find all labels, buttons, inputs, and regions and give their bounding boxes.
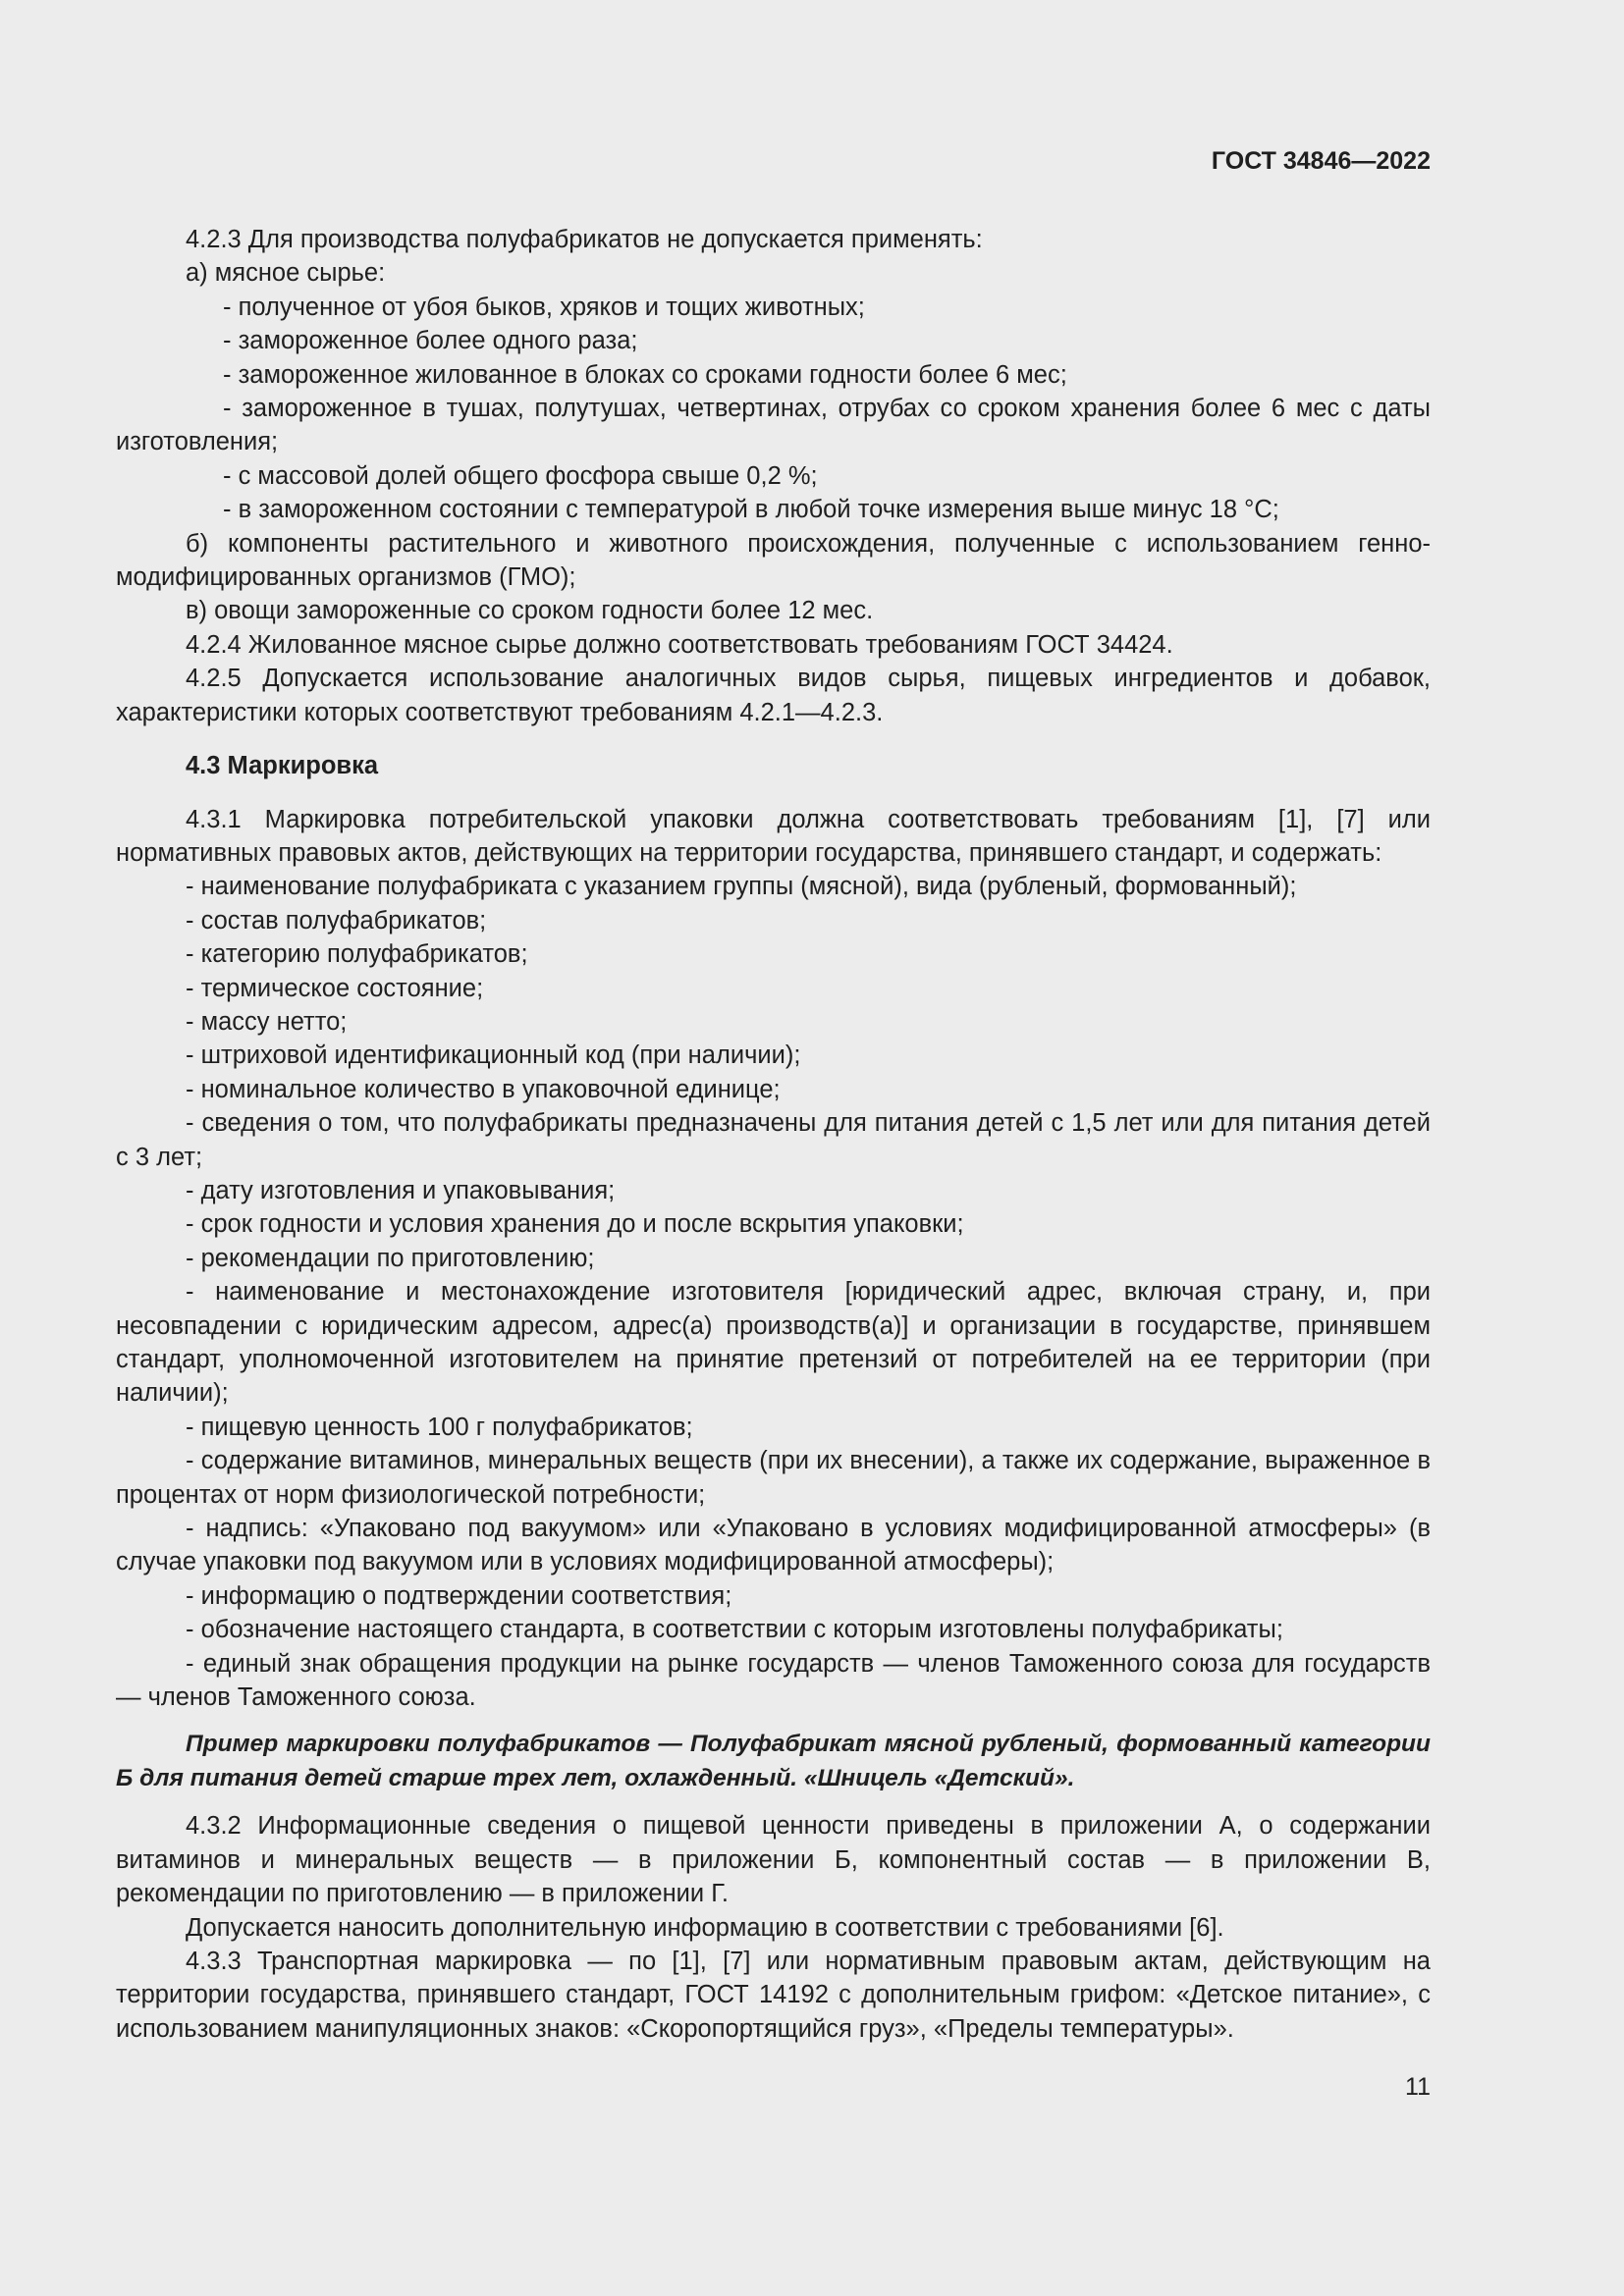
body-paragraph: 4.3.1 Маркировка потребительской упаковки должна соответствовать требованиям [1], [7] или нормативных правовых актов, действующих на территории государства, принявшего стандарт, и содержать: — [116, 805, 1431, 867]
body-paragraph: - рекомендации по приготовлению; — [186, 1244, 595, 1272]
body-paragraph: 4.3.2 Информационные сведения о пищевой ценности приведены в приложении А, о содержании витаминов и минеральных веществ — в приложении Б, компонентный состав — в приложении В, рекомендации по приготовлению — в приложении Г. — [116, 1812, 1431, 1908]
body-paragraph: - массу нетто; — [186, 1007, 348, 1036]
body-paragraph: а) мясное сырье: — [186, 259, 386, 288]
body-paragraph: - в замороженном состоянии с температурой в любой точке измерения выше минус 18 °С; — [223, 496, 1279, 524]
body-paragraph: - состав полуфабрикатов; — [186, 906, 487, 934]
example-note: Пример маркировки полуфабрикатов — Полуфабрикат мясной рубленый, формованный категории Б для питания детей старше трех лет, охлажденный. «Шницель «Детский». — [116, 1731, 1431, 1791]
body-paragraph: - информацию о подтверждении соответствия; — [186, 1581, 732, 1610]
body-paragraph: 4.2.5 Допускается использование аналогичных видов сырья, пищевых ингредиентов и добавок, характеристики которых соответствуют требованиям 4.2.1—4.2.3. — [116, 665, 1431, 726]
body-paragraph: - содержание витаминов, минеральных веществ (при их внесении), а также их содержание, выраженное в процентах от норм физиологической потребности; — [116, 1447, 1431, 1509]
body-paragraph: 4.2.4 Жилованное мясное сырье должно соответствовать требованиям ГОСТ 34424. — [186, 630, 1173, 659]
body-paragraph: - полученное от убоя быков, хряков и тощих животных; — [223, 293, 865, 321]
body-paragraph: - срок годности и условия хранения до и после вскрытия упаковки; — [186, 1210, 964, 1239]
body-paragraph: 4.3.3 Транспортная маркировка — по [1], [7] или нормативным правовым актам, действующим на территории государства, принявшего стандарт, ГОСТ 14192 с дополнительным грифом: «Детское питание», с использованием манипуляционных знаков: «Скоропортящийся груз», «Пределы температуры». — [116, 1947, 1431, 2043]
body-paragraph: - надпись: «Упаковано под вакуумом» или «Упаковано в условиях модифицированной атмосферы» (в случае упаковки под вакуумом или в условиях модифицированной атмосферы); — [116, 1515, 1431, 1576]
body-paragraph: - наименование полуфабриката с указанием группы (мясной), вида (рубленый, формованный); — [186, 873, 1297, 901]
body-paragraph: - с массовой долей общего фосфора свыше 0,2 %; — [223, 461, 818, 490]
body-paragraph: - замороженное в тушах, полутушах, четвертинах, отрубах со сроком хранения более 6 мес с даты изготовления; — [116, 395, 1431, 456]
body-paragraph: - замороженное более одного раза; — [223, 327, 638, 355]
body-paragraph: - пищевую ценность 100 г полуфабрикатов; — [186, 1413, 693, 1441]
body-paragraph: - наименование и местонахождение изготовителя [юридический адрес, включая страну, и, при несовпадении с юридическим адресом, адрес(а) производств(а)] и организации в государстве, принявшем стандарт, уполномоченной изготовителем на принятие претензий от потребителей на ее территории (при наличии); — [116, 1278, 1431, 1408]
body-paragraph: - термическое состояние; — [186, 974, 484, 1002]
body-paragraph: - номинальное количество в упаковочной единице; — [186, 1075, 781, 1103]
body-paragraph: - замороженное жилованное в блоках со сроками годности более 6 мес; — [223, 360, 1067, 389]
body-paragraph: - штриховой идентификационный код (при наличии); — [186, 1041, 801, 1070]
body-paragraph: - дату изготовления и упаковывания; — [186, 1176, 616, 1204]
document-body — [116, 223, 1431, 2046]
section-heading: 4.3 Маркировка — [186, 752, 379, 780]
body-paragraph: - единый знак обращения продукции на рынке государств — членов Таможенного союза для государств — членов Таможенного союза. — [116, 1649, 1431, 1712]
body-paragraph: в) овощи замороженные со сроком годности более 12 мес. — [186, 597, 874, 625]
body-paragraph: - обозначение настоящего стандарта, в соответствии с которым изготовлены полуфабрикаты; — [186, 1616, 1283, 1644]
body-paragraph: б) компоненты растительного и животного происхождения, полученные с использованием генно-модифицированных организмов (ГМО); — [116, 529, 1431, 592]
page-number: 11 — [1405, 2073, 1431, 2101]
body-paragraph: - категорию полуфабрикатов; — [186, 940, 528, 969]
document-standard-id: ГОСТ 34846—2022 — [1211, 147, 1431, 175]
body-paragraph: 4.2.3 Для производства полуфабрикатов не допускается применять: — [186, 226, 983, 253]
body-paragraph: - сведения о том, что полуфабрикаты предназначены для питания детей с 1,5 лет или для питания детей с 3 лет; — [116, 1109, 1431, 1171]
body-paragraph: Допускается наносить дополнительную информацию в соответствии с требованиями [6]. — [186, 1913, 1224, 1942]
